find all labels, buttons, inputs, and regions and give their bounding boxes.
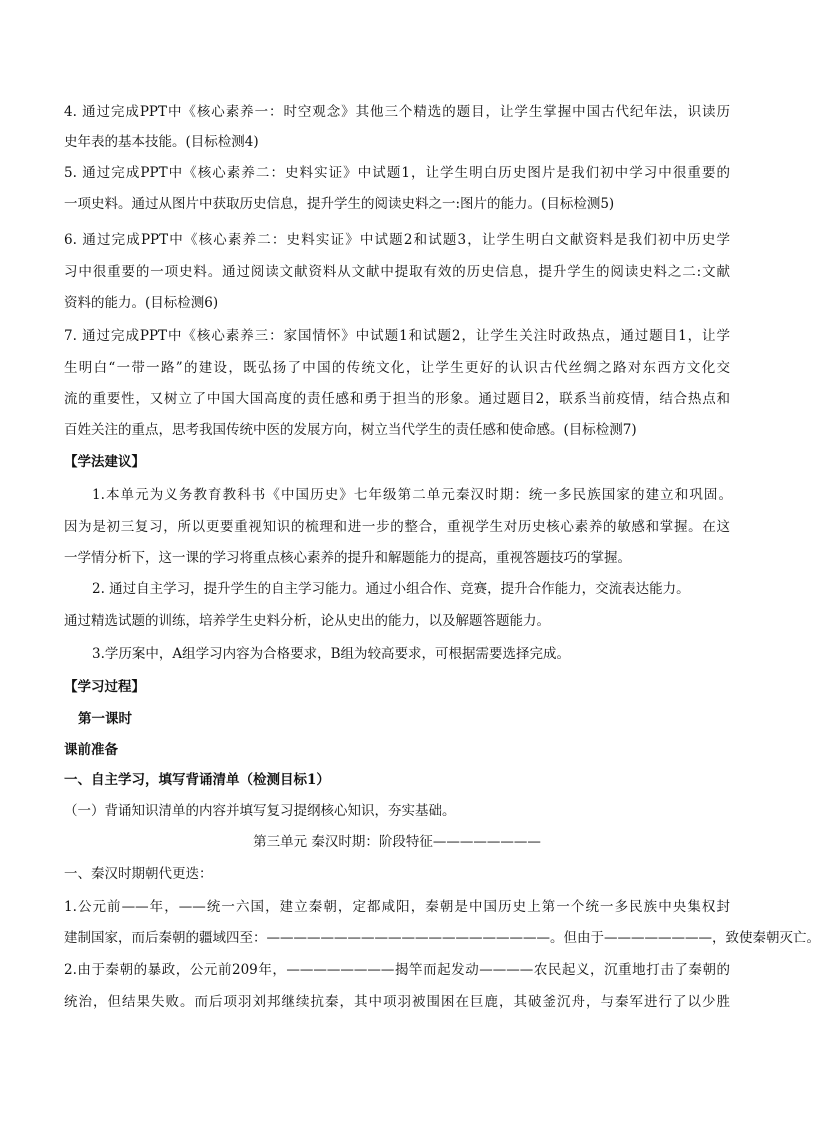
advice-1-line-2: 因为是初三复习，所以更要重视知识的梳理和进一步的整合，重视学生对历史核心素养的敏感和掌握。在这: [64, 519, 730, 535]
goal-7-line-1: 7. 通过完成PPT中《核心素养三：家国情怀》中试题1和试题2，让学生关注时政热点，通过题目1，让学: [64, 328, 730, 344]
goal-7-line-2: 生明白“一带一路”的建设，既弘扬了中国的传统文化，让学生更好的认识古代丝绸之路对东西方文化交: [64, 360, 730, 376]
goal-4-line-1: 4. 通过完成PPT中《核心素养一：时空观念》其他三个精选的题目，让学生掌握中国古代纪年法，识读历: [64, 104, 730, 120]
outline-item-1-line-2: 建制国家，而后秦朝的疆域四至：—————————————————————。但由于————————，致使秦朝灭亡。: [64, 930, 820, 946]
outline-item-1-line-1: 1.公元前——年，——统一六国，建立秦朝，定都咸阳，秦朝是中国历史上第一个统一多民族中央集权封: [64, 899, 730, 915]
lesson-title: 第一课时: [78, 711, 132, 727]
goal-6-line-1: 6. 通过完成PPT中《核心素养二：史料实证》中试题2和试题3，让学生明白文献资料是我们初中历史学: [64, 232, 730, 248]
outline-item-2-line-1: 2.由于秦朝的暴政，公元前209年，————————揭竿而起发动————农民起义，沉重地打击了秦朝的: [64, 962, 730, 978]
goal-7-line-4: 百姓关注的重点，思考我国传统中医的发展方向，树立当代学生的责任感和使命感。(目标检测7): [64, 422, 637, 438]
goal-5-line-2: 一项史料。通过从图片中获取历史信息，提升学生的阅读史料之一:图片的能力。(目标检测5): [64, 196, 615, 212]
subsection-preparation: 课前准备: [64, 742, 118, 758]
goal-5-line-1: 5. 通过完成PPT中《核心素养二：史料实证》中试题1，让学生明白历史图片是我们初中学习中很重要的: [64, 165, 730, 181]
unit-title: 第三单元 秦汉时期：阶段特征————————: [253, 834, 541, 850]
goal-6-line-2: 习中很重要的一项史料。通过阅读文献资料从文献中提取有效的历史信息，提升学生的阅读史料之二:文献: [64, 264, 730, 280]
advice-2-line-2: 通过精选试题的训练，培养学生史料分析，论从史出的能力，以及解题答题能力。: [64, 613, 550, 629]
advice-2-line-1: 2. 通过自主学习，提升学生的自主学习能力。通过小组合作、竞赛，提升合作能力，交流表达能力。: [92, 581, 690, 597]
goal-6-line-3: 资料的能力。(目标检测6): [64, 295, 219, 311]
advice-1-line-3: 一学情分析下，这一课的学习将重点核心素养的提升和解题能力的提高，重视答题技巧的掌握。: [64, 550, 631, 566]
outline-heading-dynasties: 一、秦汉时期朝代更迭：: [64, 866, 213, 882]
goal-4-line-2: 史年表的基本技能。(目标检测4): [64, 134, 259, 150]
task-subheading: （一）背诵知识清单的内容并填写复习提纲核心知识，夯实基础。: [64, 803, 456, 819]
advice-3-line-1: 3.学历案中，A组学习内容为合格要求，B组为较高要求，可根据需要选择完成。: [92, 646, 571, 662]
section-heading-learning-process: 【学习过程】: [64, 679, 145, 695]
outline-item-2-line-2: 统治，但结果失败。而后项羽刘邦继续抗秦，其中项羽被围困在巨鹿，其破釜沉舟，与秦军进行了以少胜: [64, 994, 730, 1010]
section-heading-study-advice: 【学法建议】: [64, 454, 145, 470]
goal-7-line-3: 流的重要性，又树立了中国大国高度的责任感和勇于担当的形象。通过题目2，联系当前疫情，结合热点和: [64, 391, 730, 407]
advice-1-line-1: 1.本单元为义务教育教科书《中国历史》七年级第二单元秦汉时期：统一多民族国家的建立和巩固。: [92, 487, 732, 503]
task-heading-self-study: 一、自主学习，填写背诵清单（检测目标1）: [64, 772, 330, 788]
